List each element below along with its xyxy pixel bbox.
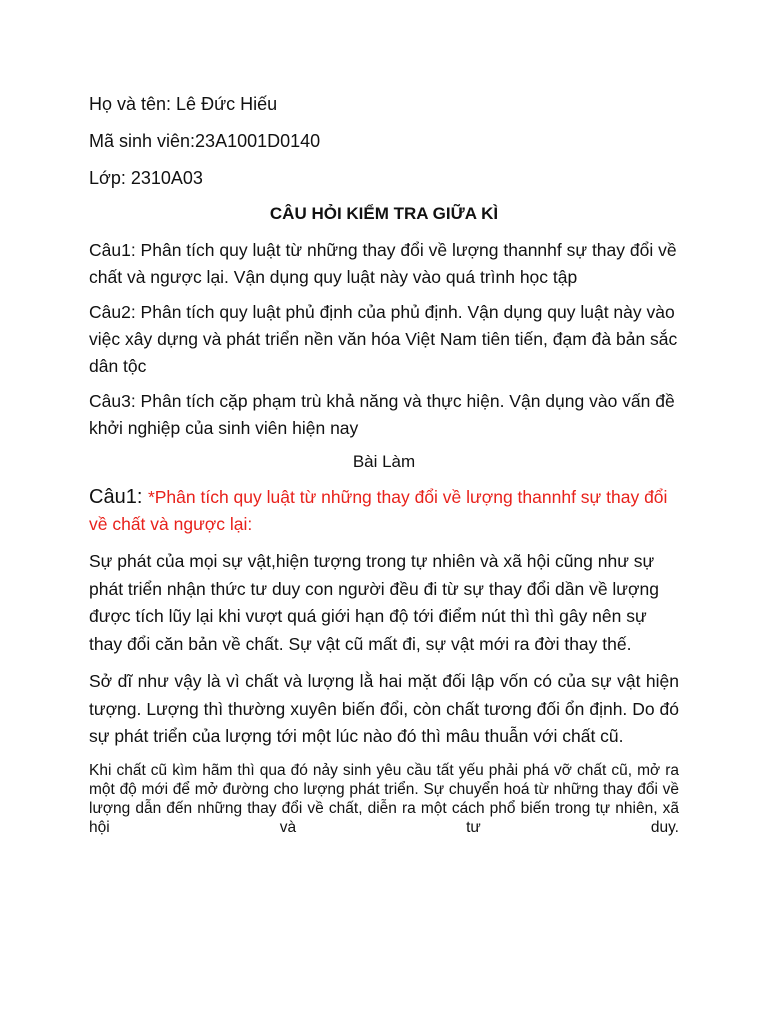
student-name: Họ và tên: Lê Đức Hiếu [89, 94, 278, 114]
answer-1-paragraph: Sở dĩ như vậy là vì chất và lượng lằ hai mặt đối lập vốn có của sự vật hiện tượng. Lượng thì thường xuyên biến đổi, còn chất tương đối ổn định. Do đó sự phát triển của lượng tới một lúc nào đó thì mâu thuẫn với chất cũ. [89, 671, 679, 746]
answer-heading: Bài Làm [352, 452, 416, 471]
student-id: Mã sinh viên:23A1001D0140 [89, 131, 321, 151]
question-2: Câu2: Phân tích quy luật phủ định của phủ định. Vận dụng quy luật này vào việc xây dựng và phát triển nền văn hóa Việt Nam tiên tiến, đạm đà bản sắc dân tộc [89, 302, 678, 376]
exam-title: CÂU HỎI KIỂM TRA GIỮA KÌ [269, 204, 499, 223]
answer-1-label: Câu1 [89, 486, 137, 508]
answer-1-paragraph: Khi chất cũ kìm hãm thì qua đó nảy sinh yêu cầu tất yếu phải phá vỡ chất cũ, mở ra một độ mới để mở đường cho lượng phát triển. Sự chuyển hoá từ những thay đổi về lượng dẫn đến những thay đổi về chất, diễn ra một cách phổ biến trong tự nhiên, xã hội và tư duy. [89, 761, 679, 836]
question-3: Câu3: Phân tích cặp phạm trù khả năng và thực hiện. Vận dụng vào vấn đề khởi nghiệp của sinh viên hiện nay [89, 391, 675, 438]
answer-1-heading [89, 484, 679, 538]
answer-1-paragraph: Sự phát của mọi sự vật,hiện tượng trong tự nhiên và xã hội cũng như sự phát triển nhận thức tư duy con người đều đi từ sự thay đổi dần về lượng được tích lũy lại khi vượt quá giới hạn độ tới điểm nút thì thì gây nên sự thay đổi căn bản về chất. Sự vật cũ mất đi, sự vật mới ra đời thay thế. [89, 551, 659, 654]
question-1: Câu1: Phân tích quy luật từ những thay đổi về lượng thannhf sự thay đổi về chất và ngược lại. Vận dụng quy luật này vào quá trình học tập [89, 240, 677, 287]
document-content [89, 92, 679, 837]
answer-1-heading-text: *Phân tích quy luật từ những thay đổi về lượng thannhf sự thay đổi về chất và ngược lại: [89, 487, 668, 534]
student-class: Lớp: 2310A03 [89, 168, 203, 188]
answer-1-colon: : [136, 486, 148, 508]
